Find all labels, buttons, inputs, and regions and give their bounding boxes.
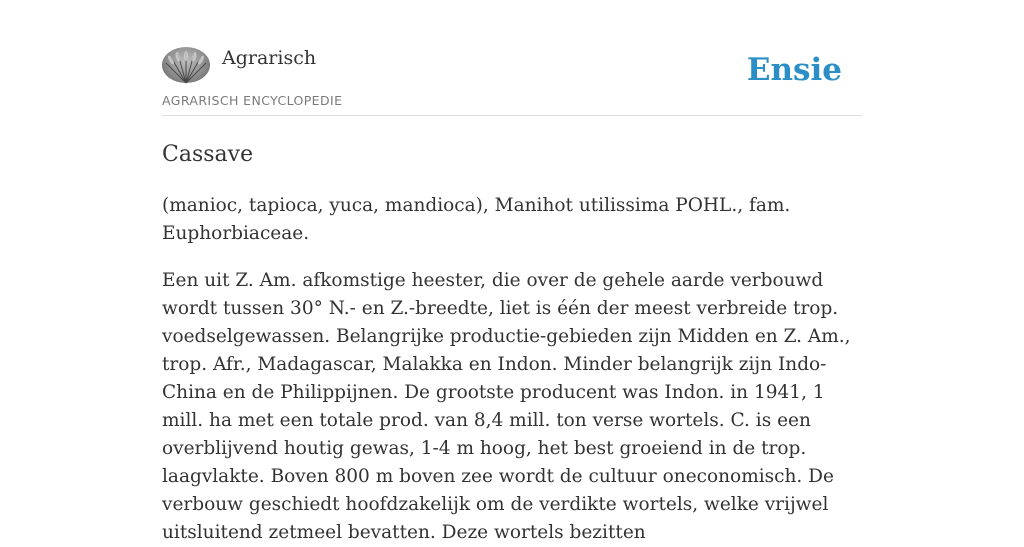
site-name[interactable]: Agrarisch bbox=[222, 47, 317, 69]
article-paragraph: Een uit Z. Am. afkomstige heester, die over de gehele aarde verbouwd wordt tussen 30° N.- en Z.-breedte, liet is één der meest verbreide trop. voedselgewassen. Belangrijke productie-gebieden zijn Midden en Z. Am., trop. Afr., Madagascar, Malakka en Indon. Minder belangrijk zijn Indo-China en de Philippijnen. De grootste producent was Indon. in 1941, 1 mill. ha met een totale prod. van 8,4 mill. ton verse wortels. C. is een overblijvend houtig gewas, 1-4 m hoog, het best groeiend in de trop. laagvlakte. Boven 800 m boven zee wordt de cultuur oneconomisch. De verbouw geschiedt hoofdzakelijk om de verdikte wortels, welke vrijwel uitsluitend zetmeel bevatten. Deze wortels bezitten bbox=[162, 270, 851, 543]
article-paragraph: (manioc, tapioca, yuca, mandioca), Manihot utilissima POHL., fam. Euphorbiaceae. bbox=[162, 195, 791, 244]
site-header bbox=[162, 0, 862, 116]
site-subtitle: AGRARISCH ENCYCLOPEDIE bbox=[162, 93, 343, 108]
wheat-sheaf-icon[interactable] bbox=[162, 47, 210, 83]
article-title: Cassave bbox=[162, 142, 254, 167]
content-container bbox=[162, 0, 862, 543]
brand-logo-link[interactable]: Ensie bbox=[746, 52, 842, 88]
